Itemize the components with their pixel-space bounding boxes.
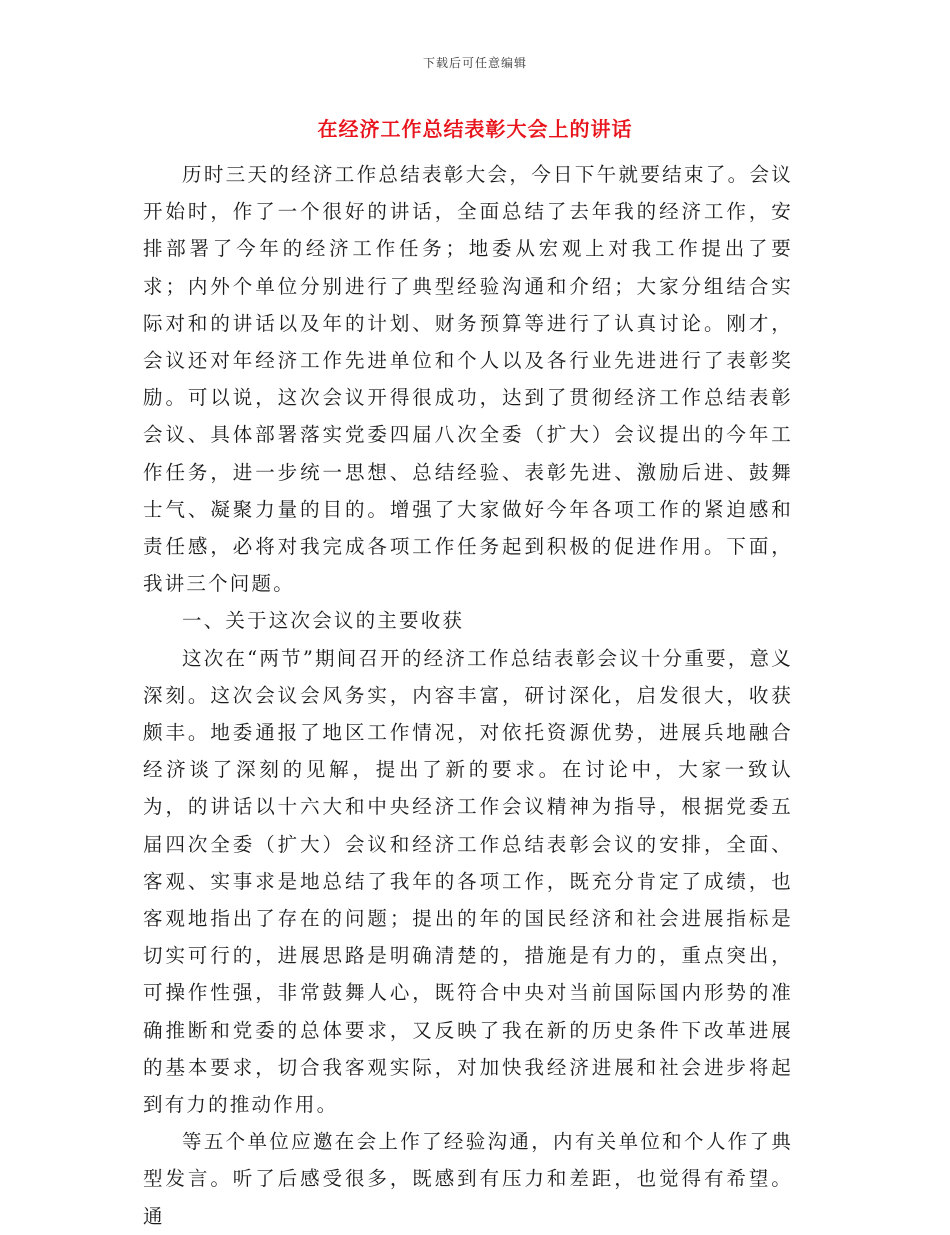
header-note: 下载后可任意编辑 xyxy=(422,56,527,70)
document-title: 在经济工作总结表彰大会上的讲话 xyxy=(317,117,633,141)
paragraph-harvest: 这次在“两节”期间召开的经济工作总结表彰会议十分重要，意义深刻。这次会议会风务实，内容丰富，研讨深化，启发很大，收获颇丰。地委通报了地区工作情况，对依托资源优势，进展兵地融合经济谈了深刻的见解，提出了新的要求。在讨论中，大家一致认为，的讲话以十六大和中央经济工作会议精神为指导，根据党委五届四次全委（扩大）会议和经济工作总结表彰会议的安排，全面、客观、实事求是地总结了我年的各项工作，既充分肯定了成绩，也客观地指出了存在的问题；提出的年的国民经济和社会进展指标是切实可行的，进展思路是明确清楚的，措施是有力的，重点突出，可操作性强，非常鼓舞人心，既符合中央对当前国际国内形势的准确推断和党委的总体要求，又反映了我在新的历史条件下改革进展的基本要求，切合我客观实际，对加快我经济进展和社会进步将起到有力的推动作用。 xyxy=(143,646,793,1117)
paragraph-exchange: 等五个单位应邀在会上作了经验沟通，内有关单位和个人作了典型发言。听了后感受很多，既感到有压力和差距，也觉得有希望。通 xyxy=(143,1130,793,1228)
document-body xyxy=(143,156,793,1235)
section-heading-1: 一、关于这次会议的主要收获 xyxy=(182,609,465,633)
paragraph-intro: 历时三天的经济工作总结表彰大会，今日下午就要结束了。会议开始时，作了一个很好的讲话，全面总结了去年我的经济工作，安排部署了今年的经济工作任务；地委从宏观上对我工作提出了要求；内外个单位分别进行了典型经验沟通和介绍；大家分组结合实际对和的讲话以及年的计划、财务预算等进行了认真讨论。刚才，会议还对年经济工作先进单位和个人以及各行业先进进行了表彰奖励。可以说，这次会议开得很成功，达到了贯彻经济工作总结表彰会议、具体部署落实党委四届八次全委（扩大）会议提出的今年工作任务，进一步统一思想、总结经验、表彰先进、激励后进、鼓舞士气、凝聚力量的目的。增强了大家做好今年各项工作的紧迫感和责任感，必将对我完成各项工作任务起到积极的促进作用。下面，我讲三个问题。 xyxy=(143,163,793,596)
